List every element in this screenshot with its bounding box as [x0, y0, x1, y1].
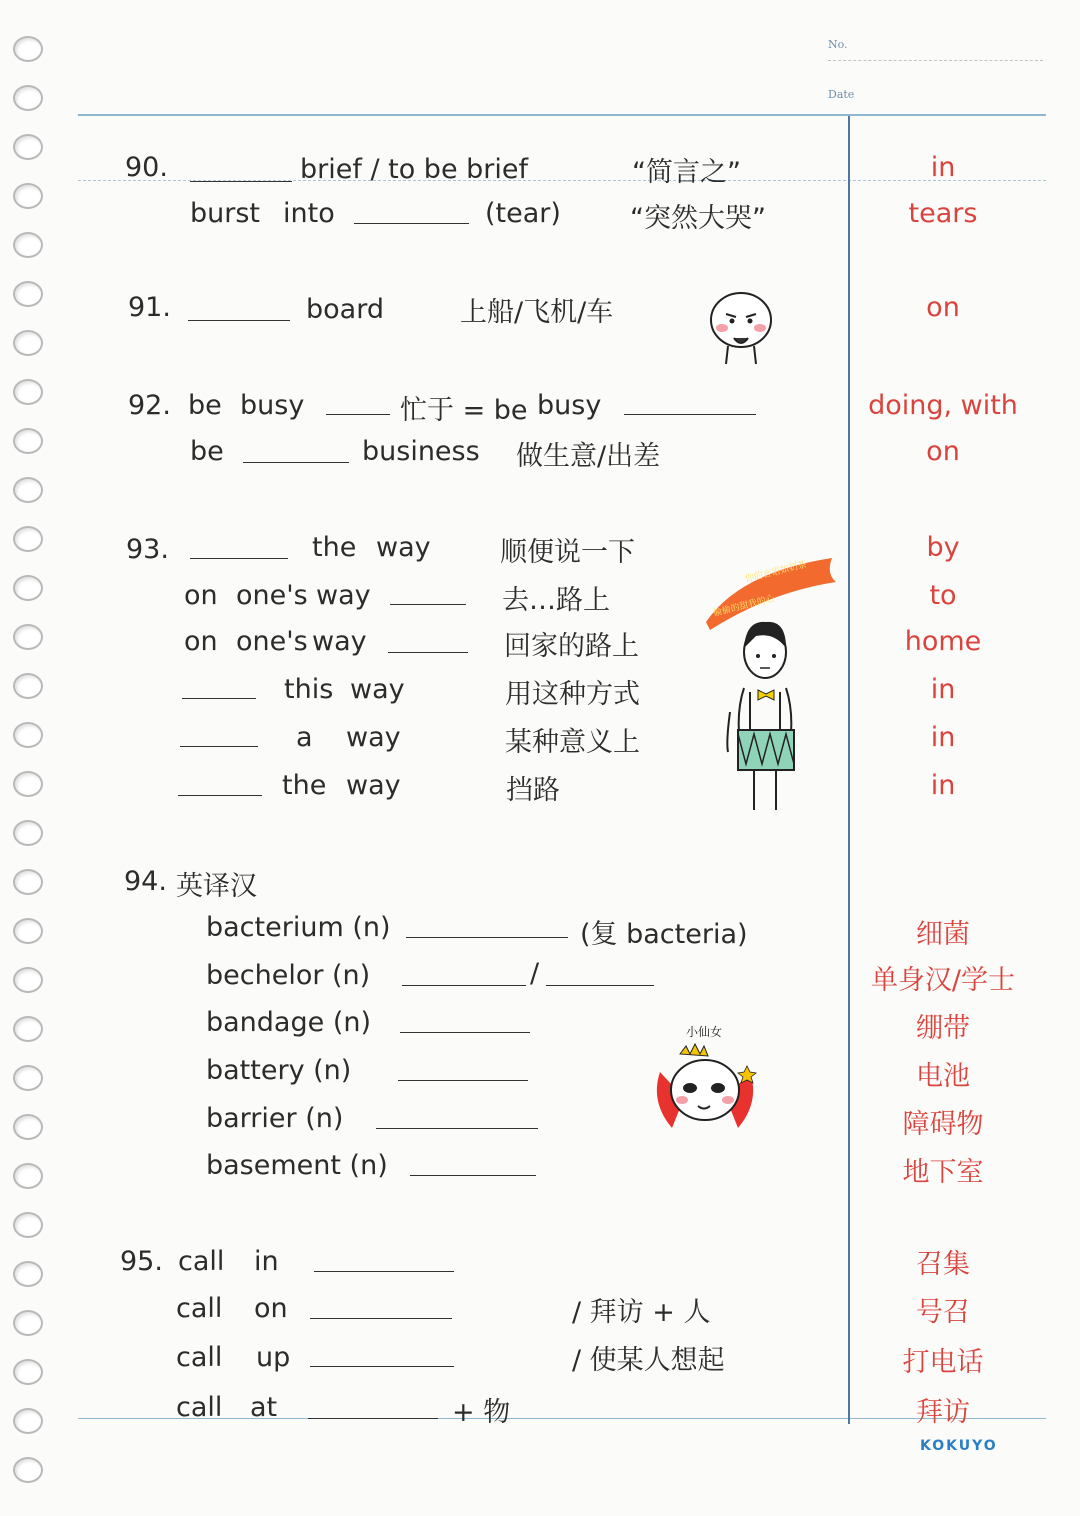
answer: 号召	[916, 1297, 970, 1328]
word: a	[296, 722, 313, 753]
word: burst	[190, 198, 261, 229]
word: way	[312, 626, 367, 657]
word: the	[282, 770, 327, 801]
banner-text-2: 偷偷的甜我的心	[712, 593, 776, 619]
phrase: board	[306, 294, 384, 325]
binder-ring	[13, 1016, 43, 1042]
blank	[388, 652, 468, 653]
answer: on	[926, 436, 960, 467]
word: on	[184, 626, 218, 657]
item-number: 91.	[128, 292, 171, 323]
binder-ring	[13, 477, 43, 503]
binder-ring	[13, 1310, 43, 1336]
binder-ring	[13, 1457, 43, 1483]
item-number: 94.	[124, 866, 167, 897]
word: way	[350, 674, 405, 705]
binder-ring	[13, 820, 43, 846]
vocab-word: basement (n)	[206, 1150, 388, 1181]
word: this	[284, 674, 334, 705]
fairy-label: 小仙女	[686, 1025, 723, 1039]
word: up	[256, 1342, 291, 1373]
section-title: 英译汉	[176, 871, 257, 902]
word: business	[362, 436, 480, 467]
answer: to	[929, 580, 957, 611]
translation: 某种意义上	[505, 727, 640, 758]
answer: 打电话	[902, 1347, 984, 1378]
binder-ring	[13, 36, 43, 62]
word: way	[346, 722, 401, 753]
blank	[354, 223, 469, 224]
translation: 忙于 = be	[400, 395, 528, 426]
word: be	[188, 390, 222, 421]
translation: 去…路上	[502, 585, 610, 616]
binder-ring	[13, 1408, 43, 1434]
blank	[398, 1080, 528, 1081]
binder-ring	[13, 1212, 43, 1238]
word: way	[376, 532, 431, 563]
blank	[400, 1032, 530, 1033]
translation: 顺便说一下	[500, 537, 635, 568]
binder-ring	[13, 232, 43, 258]
binder-ring	[13, 1261, 43, 1287]
binder-ring	[13, 1114, 43, 1140]
answer: 召集	[916, 1249, 970, 1280]
answer: home	[904, 626, 982, 657]
blank	[376, 1128, 538, 1129]
binder-ring	[13, 771, 43, 797]
blank	[310, 1366, 454, 1367]
blank	[310, 1318, 452, 1319]
blank	[402, 985, 526, 986]
answer: 单身汉/学士	[870, 965, 1016, 996]
banner-text-1: 你的言语如奶茶	[744, 559, 808, 585]
binder-ring	[13, 281, 43, 307]
binder-ring	[13, 330, 43, 356]
word: call	[176, 1392, 223, 1423]
answer: tears	[908, 198, 978, 229]
translation: 回家的路上	[504, 631, 639, 662]
word: busy	[537, 390, 602, 421]
binder-ring	[13, 183, 43, 209]
hint: (tear)	[485, 198, 561, 229]
word: call	[176, 1342, 223, 1373]
binder-ring	[13, 428, 43, 454]
vocab-word: battery (n)	[206, 1055, 352, 1086]
word: busy	[240, 390, 305, 421]
binder-ring	[13, 869, 43, 895]
binder-ring	[13, 85, 43, 111]
phrase: brief / to be brief	[300, 154, 528, 185]
answer: by	[926, 532, 960, 563]
blank	[243, 462, 349, 463]
date-label: Date	[828, 88, 855, 101]
answer: on	[926, 292, 960, 323]
item-number: 93.	[126, 534, 169, 565]
binder-ring	[13, 673, 43, 699]
answer: 细菌	[916, 919, 970, 950]
answer: 地下室	[902, 1157, 984, 1188]
note: + 物	[452, 1397, 511, 1428]
binder-ring	[13, 1065, 43, 1091]
word: at	[250, 1392, 278, 1423]
binder-ring	[13, 379, 43, 405]
top-rule	[78, 114, 1046, 116]
blank	[326, 414, 390, 415]
answer: 电池	[916, 1061, 970, 1092]
word: be	[190, 436, 224, 467]
word: in	[254, 1246, 279, 1277]
translation: “突然大哭”	[630, 203, 766, 234]
word: one's	[236, 580, 308, 611]
brand-logo: KOKUYO	[920, 1438, 998, 1454]
answer: in	[930, 152, 956, 183]
blank	[624, 414, 756, 415]
word: the	[312, 532, 357, 563]
binder-ring	[13, 624, 43, 650]
word: call	[178, 1246, 225, 1277]
translation: 上船/飞机/车	[460, 297, 614, 328]
blank	[308, 1418, 438, 1419]
blank	[410, 1175, 536, 1176]
answer: in	[930, 722, 956, 753]
item-number: 90.	[125, 152, 168, 183]
no-label: No.	[828, 38, 848, 51]
binder-ring	[13, 134, 43, 160]
word: one's	[236, 626, 308, 657]
blank	[390, 604, 466, 605]
translation: 挡路	[506, 775, 560, 806]
vocab-word: bacterium (n)	[206, 912, 391, 943]
binder-ring	[13, 722, 43, 748]
face-doodle-icon	[706, 288, 776, 368]
vocab-word: barrier (n)	[206, 1103, 344, 1134]
note: / 使某人想起	[572, 1345, 725, 1376]
blank	[178, 795, 262, 796]
item-number: 92.	[128, 390, 171, 421]
vocab-word: bechelor (n)	[206, 960, 371, 991]
separator: /	[530, 958, 540, 989]
blank	[180, 746, 258, 747]
no-line	[828, 60, 1043, 61]
blank	[182, 698, 256, 699]
word: call	[176, 1293, 223, 1324]
blank	[546, 985, 654, 986]
item-number: 95.	[120, 1246, 163, 1277]
blank	[188, 320, 290, 321]
note: (复 bacteria)	[580, 919, 748, 950]
answer: in	[930, 770, 956, 801]
blank	[406, 937, 568, 938]
word: on	[254, 1293, 288, 1324]
word: on	[184, 580, 218, 611]
binder-ring	[13, 1359, 43, 1385]
note: / 拜访 + 人	[572, 1297, 711, 1328]
word: into	[283, 198, 335, 229]
blank	[190, 181, 292, 182]
binder-ring	[13, 918, 43, 944]
fairy-doodle-icon	[650, 1022, 760, 1136]
word: way	[346, 770, 401, 801]
binder-ring	[13, 575, 43, 601]
answer: doing, with	[868, 390, 1018, 421]
translation: 用这种方式	[505, 679, 640, 710]
answer: 障碍物	[902, 1109, 984, 1140]
translation: “简言之”	[632, 157, 741, 188]
vocab-word: bandage (n)	[206, 1007, 371, 1038]
word: way	[316, 580, 371, 611]
blank	[190, 558, 288, 559]
binder-ring	[13, 967, 43, 993]
binder-ring	[13, 1163, 43, 1189]
answer: in	[930, 674, 956, 705]
translation: 做生意/出差	[516, 441, 661, 472]
answer: 绷带	[916, 1013, 970, 1044]
binder-ring	[13, 526, 43, 552]
answer: 拜访	[916, 1397, 970, 1428]
boy-doodle-icon	[700, 552, 840, 814]
blank	[314, 1271, 454, 1272]
